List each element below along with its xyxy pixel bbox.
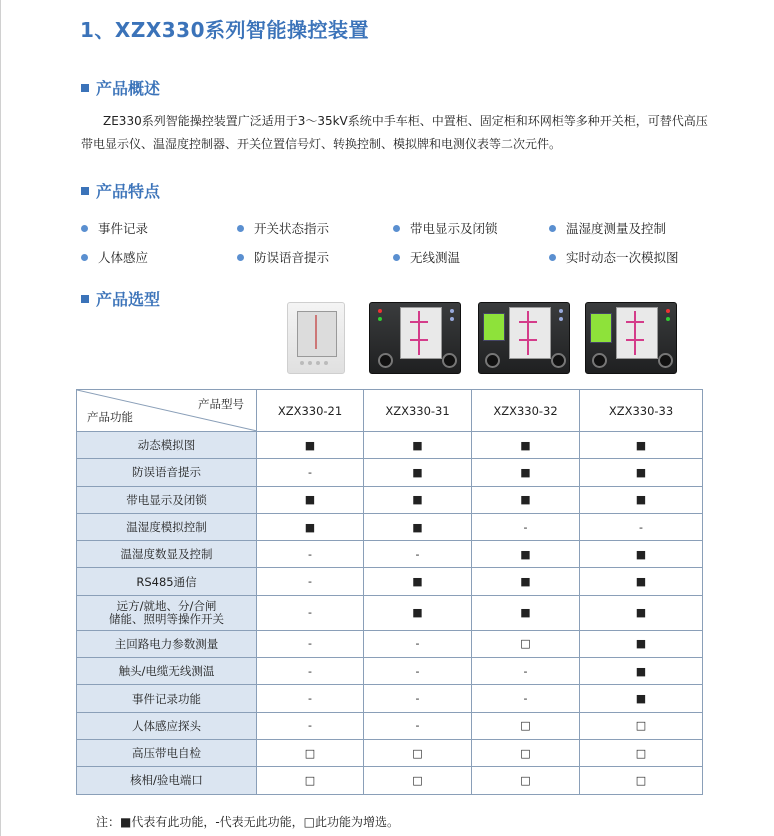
feature-mark-cell: ■ — [257, 513, 364, 540]
bullet-dot-icon — [549, 225, 556, 232]
corner-label-model: 产品型号 — [198, 397, 244, 411]
feature-item: 防误语音提示 — [237, 247, 393, 267]
feature-mark-cell: □ — [580, 739, 703, 766]
feature-mark-cell: - — [364, 712, 472, 739]
section-features — [81, 179, 160, 202]
function-cell: 温湿度模拟控制 — [77, 513, 257, 540]
model-header: XZX330-33 — [580, 390, 703, 432]
feature-mark-cell: ■ — [364, 513, 472, 540]
function-cell: 远方/就地、分/合闸 储能、照明等操作开关 — [77, 595, 257, 630]
feature-mark-cell: ■ — [364, 595, 472, 630]
feature-item: 开关状态指示 — [237, 218, 393, 238]
feature-mark-cell: ■ — [472, 568, 580, 595]
feature-mark-cell: - — [472, 513, 580, 540]
feature-item: 人体感应 — [81, 247, 237, 267]
feature-mark-cell: □ — [580, 767, 703, 794]
function-cell: 核相/验电端口 — [77, 767, 257, 794]
function-cell: 带电显示及闭锁 — [77, 486, 257, 513]
feature-mark-cell: ■ — [580, 658, 703, 685]
corner-label-function: 产品功能 — [87, 410, 133, 424]
feature-mark-cell: □ — [472, 712, 580, 739]
table-row — [77, 513, 703, 540]
feature-mark-cell: □ — [580, 712, 703, 739]
feature-mark-cell: ■ — [580, 630, 703, 657]
feature-mark-cell: - — [257, 541, 364, 568]
function-cell: 触头/电缆无线测温 — [77, 658, 257, 685]
feature-mark-cell: - — [257, 658, 364, 685]
overview-text: ZE330系列智能操控装置广泛适用于3～35kV系统中手车柜、中置柜、固定柜和环网柜等多种开关柜，可替代高压带电显示仪、温湿度控制器、开关位置信号灯、转换控制、模拟牌和电测仪表等二次元件。 — [81, 114, 708, 151]
feature-mark-cell: □ — [257, 767, 364, 794]
feature-mark-cell: □ — [472, 767, 580, 794]
section-selection-label: 产品选型 — [96, 290, 161, 309]
table-row — [77, 658, 703, 685]
feature-mark-cell: □ — [364, 767, 472, 794]
section-bullet-icon — [81, 295, 89, 303]
table-row — [77, 541, 703, 568]
feature-mark-cell: ■ — [364, 432, 472, 459]
table-row — [77, 685, 703, 712]
product-image-xzx330-31 — [369, 302, 461, 374]
feature-mark-cell: - — [364, 630, 472, 657]
feature-mark-cell: ■ — [257, 432, 364, 459]
feature-mark-cell: ■ — [472, 459, 580, 486]
section-features-label: 产品特点 — [96, 182, 161, 201]
section-bullet-icon — [81, 187, 89, 195]
feature-mark-cell: ■ — [580, 568, 703, 595]
table-row — [77, 595, 703, 630]
overview-paragraph — [81, 110, 711, 156]
function-cell: 高压带电自检 — [77, 739, 257, 766]
function-cell: 事件记录功能 — [77, 685, 257, 712]
table-row — [77, 630, 703, 657]
product-image-xzx330-21 — [287, 302, 345, 374]
feature-mark-cell: ■ — [580, 432, 703, 459]
feature-mark-cell: ■ — [472, 595, 580, 630]
table-row — [77, 486, 703, 513]
feature-mark-cell: ■ — [472, 486, 580, 513]
table-row — [77, 712, 703, 739]
bullet-dot-icon — [393, 254, 400, 261]
feature-mark-cell: □ — [472, 739, 580, 766]
feature-mark-cell: - — [364, 541, 472, 568]
feature-mark-cell: - — [257, 685, 364, 712]
bullet-dot-icon — [81, 254, 88, 261]
bullet-dot-icon — [237, 225, 244, 232]
section-overview-label: 产品概述 — [96, 79, 161, 98]
bullet-dot-icon — [549, 254, 556, 261]
feature-mark-cell: ■ — [580, 486, 703, 513]
feature-mark-cell: ■ — [364, 486, 472, 513]
function-cell: 人体感应探头 — [77, 712, 257, 739]
feature-mark-cell: □ — [257, 739, 364, 766]
feature-mark-cell: - — [257, 595, 364, 630]
model-header: XZX330-32 — [472, 390, 580, 432]
feature-mark-cell: □ — [472, 630, 580, 657]
feature-mark-cell: □ — [364, 739, 472, 766]
feature-list — [81, 218, 721, 267]
feature-mark-cell: ■ — [364, 568, 472, 595]
table-row — [77, 767, 703, 794]
feature-mark-cell: - — [580, 513, 703, 540]
feature-mark-cell: ■ — [257, 486, 364, 513]
section-overview — [81, 76, 160, 99]
table-row — [77, 739, 703, 766]
function-cell: 主回路电力参数测量 — [77, 630, 257, 657]
function-cell: 动态模拟图 — [77, 432, 257, 459]
bullet-dot-icon — [237, 254, 244, 261]
model-header: XZX330-31 — [364, 390, 472, 432]
feature-mark-cell: - — [257, 459, 364, 486]
feature-mark-cell: ■ — [364, 459, 472, 486]
feature-mark-cell: ■ — [580, 459, 703, 486]
feature-mark-cell: - — [257, 568, 364, 595]
section-selection — [81, 287, 160, 310]
feature-mark-cell: ■ — [472, 541, 580, 568]
model-header: XZX330-21 — [257, 390, 364, 432]
feature-item: 事件记录 — [81, 218, 237, 238]
table-row — [77, 432, 703, 459]
feature-item: 实时动态一次模拟图 — [549, 247, 705, 267]
table-row — [77, 568, 703, 595]
spec-table — [76, 389, 703, 795]
feature-mark-cell: ■ — [580, 685, 703, 712]
feature-mark-cell: - — [472, 658, 580, 685]
function-cell: 防误语音提示 — [77, 459, 257, 486]
bullet-dot-icon — [393, 225, 400, 232]
feature-mark-cell: - — [364, 658, 472, 685]
feature-item: 温湿度测量及控制 — [549, 218, 705, 238]
table-row — [77, 459, 703, 486]
page-title: 1、XZX330系列智能操控装置 — [80, 18, 370, 42]
feature-item: 无线测温 — [393, 247, 549, 267]
feature-mark-cell: ■ — [472, 432, 580, 459]
legend-note: 注：■代表有此功能，-代表无此功能，□此功能为增选。 — [96, 815, 400, 829]
feature-item: 带电显示及闭锁 — [393, 218, 549, 238]
feature-mark-cell: ■ — [580, 541, 703, 568]
section-bullet-icon — [81, 84, 89, 92]
bullet-dot-icon — [81, 225, 88, 232]
function-cell: RS485通信 — [77, 568, 257, 595]
feature-mark-cell: - — [472, 685, 580, 712]
table-header-row — [77, 390, 703, 432]
table-corner-cell — [77, 390, 257, 432]
feature-mark-cell: ■ — [580, 595, 703, 630]
function-cell: 温湿度数显及控制 — [77, 541, 257, 568]
feature-mark-cell: - — [364, 685, 472, 712]
product-image-xzx330-33 — [585, 302, 677, 374]
feature-mark-cell: - — [257, 630, 364, 657]
feature-mark-cell: - — [257, 712, 364, 739]
product-image-xzx330-32 — [478, 302, 570, 374]
